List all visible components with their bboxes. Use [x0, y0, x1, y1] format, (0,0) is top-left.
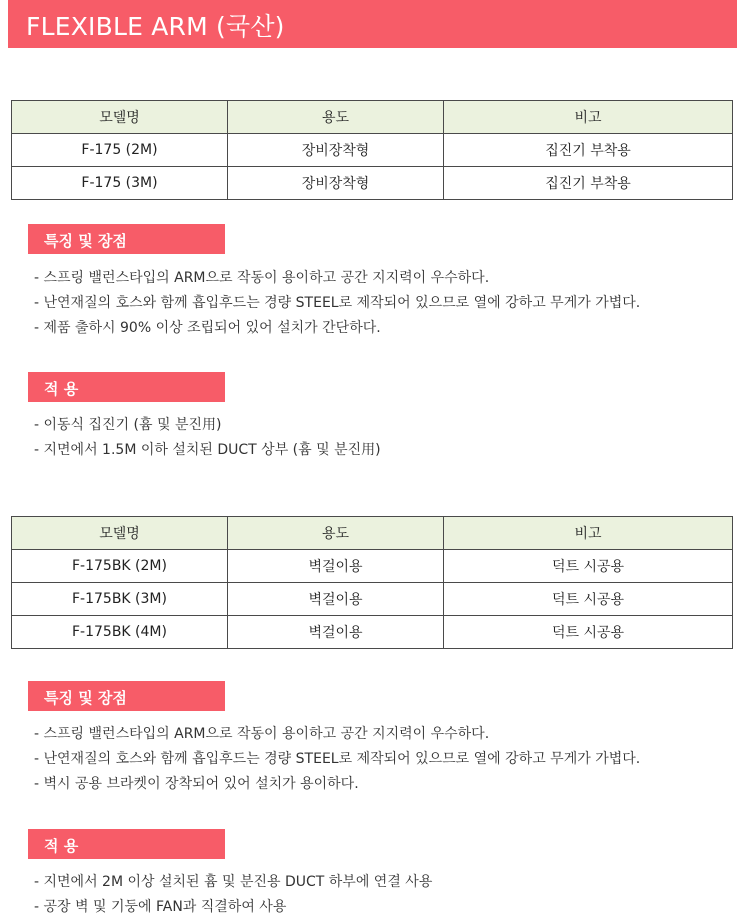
list-item: - 이동식 집진기 (흄 및 분진用) [34, 417, 222, 433]
header-usage: 용도 [228, 101, 444, 134]
cell-usage: 장비장착형 [228, 167, 444, 200]
header-usage: 용도 [228, 517, 444, 550]
list-item: - 난연재질의 호스와 함께 흡입후드는 경량 STEEL로 제작되어 있으므로 열에 강하고 무게가 가볍다. [34, 295, 641, 311]
cell-model: F-175BK (2M) [12, 550, 228, 583]
cell-remark: 집진기 부착용 [444, 134, 733, 167]
list-item: - 제품 출하시 90% 이상 조립되어 있어 설치가 간단하다. [34, 320, 381, 336]
list-item: - 스프링 밸런스타입의 ARM으로 작동이 용이하고 공간 지지력이 우수하다. [34, 726, 490, 742]
application-list-1 [34, 413, 381, 463]
table-row [12, 167, 733, 200]
features-label: 특징 및 장점 [44, 232, 127, 250]
cell-model: F-175BK (3M) [12, 583, 228, 616]
table-row [12, 550, 733, 583]
cell-usage: 벽걸이용 [228, 616, 444, 649]
list-item: - 지면에서 1.5M 이하 설치된 DUCT 상부 (흄 및 분진用) [34, 442, 381, 458]
cell-usage: 장비장착형 [228, 134, 444, 167]
table-row [12, 134, 733, 167]
table-row [12, 616, 733, 649]
cell-model: F-175BK (4M) [12, 616, 228, 649]
list-item: - 스프링 밸런스타입의 ARM으로 작동이 용이하고 공간 지지력이 우수하다. [34, 270, 490, 286]
spec-table-2 [11, 516, 733, 649]
cell-remark: 덕트 시공용 [444, 550, 733, 583]
features-label: 특징 및 장점 [44, 689, 127, 707]
list-item: - 지면에서 2M 이상 설치된 흄 및 분진용 DUCT 하부에 연결 사용 [34, 874, 433, 890]
list-item: - 벽시 공용 브라켓이 장착되어 있어 설치가 용이하다. [34, 776, 359, 792]
application-label: 적 용 [44, 380, 79, 398]
application-badge-1 [28, 372, 225, 402]
cell-remark: 덕트 시공용 [444, 616, 733, 649]
list-item: - 공장 벽 및 기둥에 FAN과 직결하여 사용 [34, 899, 287, 915]
application-list-2 [34, 870, 432, 920]
cell-remark: 집진기 부착용 [444, 167, 733, 200]
features-badge-1 [28, 224, 225, 254]
header-model: 모델명 [12, 101, 228, 134]
cell-model: F-175 (2M) [12, 134, 228, 167]
cell-usage: 벽걸이용 [228, 550, 444, 583]
application-label: 적 용 [44, 837, 79, 855]
features-list-1 [34, 266, 640, 341]
list-item: - 난연재질의 호스와 함께 흡입후드는 경량 STEEL로 제작되어 있으므로 열에 강하고 무게가 가볍다. [34, 751, 641, 767]
table-header-row [12, 101, 733, 134]
title-bar [8, 0, 737, 48]
page-title: FLEXIBLE ARM (국산) [26, 12, 285, 41]
cell-remark: 덕트 시공용 [444, 583, 733, 616]
features-badge-2 [28, 681, 225, 711]
spec-table-1 [11, 100, 733, 200]
header-remark: 비고 [444, 517, 733, 550]
cell-usage: 벽걸이용 [228, 583, 444, 616]
header-model: 모델명 [12, 517, 228, 550]
header-remark: 비고 [444, 101, 733, 134]
table-header-row [12, 517, 733, 550]
application-badge-2 [28, 829, 225, 859]
table-row [12, 583, 733, 616]
features-list-2 [34, 722, 640, 797]
cell-model: F-175 (3M) [12, 167, 228, 200]
